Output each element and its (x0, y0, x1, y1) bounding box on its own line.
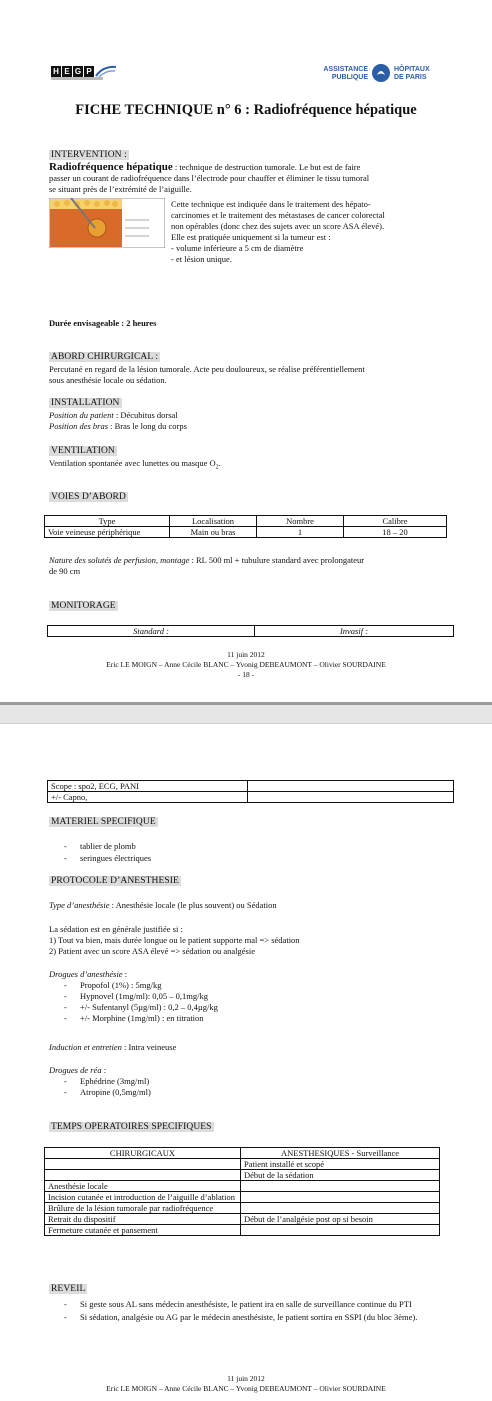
monitorage-table-continued (47, 780, 454, 803)
radiofrequency-illustration (49, 198, 165, 248)
intervention-term: Radiofréquence hépatique (49, 161, 173, 173)
intervention-side-text: Cette technique est indiquée dans le traitement des hépato- carcinomes et le traitement des métastases de cancer colorectal non opérables (donc chez des sujets avec un score ASA élevé). Elle est pratiquée uniquement si la tumeur est : - volume inférieure a 5 cm de diamètre - et lésion unique. (171, 199, 385, 264)
page-footer-1: 11 juin 2012 Eric LE MOIGN – Anne Cécile BLANC – Yvonig DEBEAUMONT – Olivier SOURDAINE - 18 - (106, 650, 386, 679)
installation-heading: INSTALLATION (51, 398, 120, 408)
reveil-list (64, 1299, 444, 1323)
temps-table (44, 1147, 440, 1236)
installation-text: Position du patient : Décubitus dorsal Position des bras : Bras le long du corps (49, 410, 187, 431)
materiel-list (64, 840, 151, 864)
list-item: - Si geste sous AL sans médecin anesthésiste, le patient ira en salle de surveillance continue du PTI (64, 1299, 444, 1310)
list-item: - Atropine (0,5mg/ml) (64, 1087, 151, 1098)
list-item: - Propofol (1%) : 5mg/kg (64, 980, 218, 991)
list-item: - Hypnovel (1mg/ml): 0,05 – 0,1mg/kg (64, 991, 218, 1002)
ventilation-text: Ventilation spontanée avec lunettes ou masque $O_2$. (49, 458, 221, 471)
list-item: - seringues électriques (64, 852, 151, 864)
aphp-logo: ASSISTANCE PUBLIQUE HÔPITAUX DE PARIS (322, 63, 442, 85)
table-header-row: Type Localisation Nombre Calibre (45, 516, 447, 527)
list-item: - tablier de plomb (64, 840, 151, 852)
table-row: Scope : spo2, ECG, PANI (48, 781, 454, 792)
ventilation-heading: VENTILATION (51, 446, 115, 456)
abord-heading: ABORD CHIRURGICAL : (51, 352, 159, 362)
voies-heading: VOIES D’ABORD (51, 492, 126, 502)
type-anesthesie-text: Type d’anesthésie : Anesthésie locale (le plus souvent) ou Sédation (49, 900, 277, 910)
monitorage-heading: MONITORAGE (51, 601, 116, 611)
table-row: Brûlure de la lésion tumorale par radiofréquence (45, 1203, 440, 1214)
table-header-row: CHIRURGICAUX ANESTHESIQUES - Surveillance (45, 1148, 440, 1159)
table-row: Voie veineuse périphérique Main ou bras 1 18 – 20 (45, 527, 447, 538)
page-title: FICHE TECHNIQUE n° 6 : Radiofréquence hépatique (75, 102, 417, 118)
page-footer-2: 11 juin 2012 Eric LE MOIGN – Anne Cécile BLANC – Yvonig DEBEAUMONT – Olivier SOURDAINE (106, 1374, 386, 1393)
induction-text: Induction et entretien : Intra veineuse (49, 1042, 177, 1052)
drogues-rea-list (64, 1076, 151, 1098)
intervention-heading: INTERVENTION : (51, 150, 127, 160)
table-row: +/- Capno, (48, 792, 454, 803)
table-row: Début de la sédation (45, 1170, 440, 1181)
monitorage-table (47, 625, 454, 637)
perfusion-text: Nature des solutés de perfusion, montage : RL 500 ml + tubulure standard avec prolongateur de 90 cm (49, 555, 365, 576)
table-row: Patient installé et scopé (45, 1159, 440, 1170)
reveil-heading: REVEIL (51, 1284, 86, 1294)
voies-table (44, 515, 447, 538)
drogues-rea-label: Drogues de réa : (49, 1065, 107, 1075)
table-row: Retrait du dispositif Début de l’analgésie post op si besoin (45, 1214, 440, 1225)
table-row: Incision cutanée et introduction de l’aiguille d’ablation (45, 1192, 440, 1203)
hegp-swoosh-icon (95, 64, 117, 78)
drogues-anesthesie-list (64, 980, 218, 1024)
drogues-anesthesie-label: Drogues d’anesthésie : (49, 969, 128, 979)
hegp-logo: H E G P (51, 64, 117, 78)
hegp-subtitle-bar (51, 77, 103, 80)
list-item: - Si sédation, analgésie ou AG par le médecin anesthésiste, le patient sortira en SSPI (du bloc 3ème). (64, 1312, 444, 1323)
sedation-text: La sédation est en générale justifiée si : 1) Tout va bien, mais durée longue ou le patient supporte mal => sédation 2) Patient avec un score ASA élevé => sédation ou analgésie (49, 924, 300, 956)
table-row: Fermeture cutanée et pansement (45, 1225, 440, 1236)
abord-text: Percutané en regard de la lésion tumorale. Acte peu douloureux, se réalise préférentiellement sous anesthésie locale ou sédation. (49, 364, 365, 385)
temps-heading: TEMPS OPERATOIRES SPECIFIQUES (51, 1122, 212, 1132)
list-item: - Ephédrine (3mg/ml) (64, 1076, 151, 1087)
table-row: Anesthésie locale (45, 1181, 440, 1192)
materiel-heading: MATERIEL SPECIFIQUE (51, 817, 156, 827)
intervention-description: Radiofréquence hépatique : technique de destruction tumorale. Le but est de faire passer un courant de radiofréquence dans l’électrode pour chauffer et éliminer le tissu tumoral se situant près de l’extrémité de l’aiguille. (49, 161, 370, 194)
document-page-2 (0, 724, 492, 1401)
list-item: - +/- Morphine (1mg/ml) : en titration (64, 1013, 218, 1024)
list-item: - +/- Sufentanyl (5µg/ml) : 0,2 – 0,4µg/kg (64, 1002, 218, 1013)
table-header-row: Standard : Invasif : (48, 626, 454, 637)
aphp-emblem-icon (371, 63, 391, 83)
protocole-heading: PROTOCOLE D’ANESTHESIE (51, 876, 179, 886)
page-separator (0, 702, 492, 724)
duree-text: Durée envisageable : 2 heures (49, 318, 157, 328)
